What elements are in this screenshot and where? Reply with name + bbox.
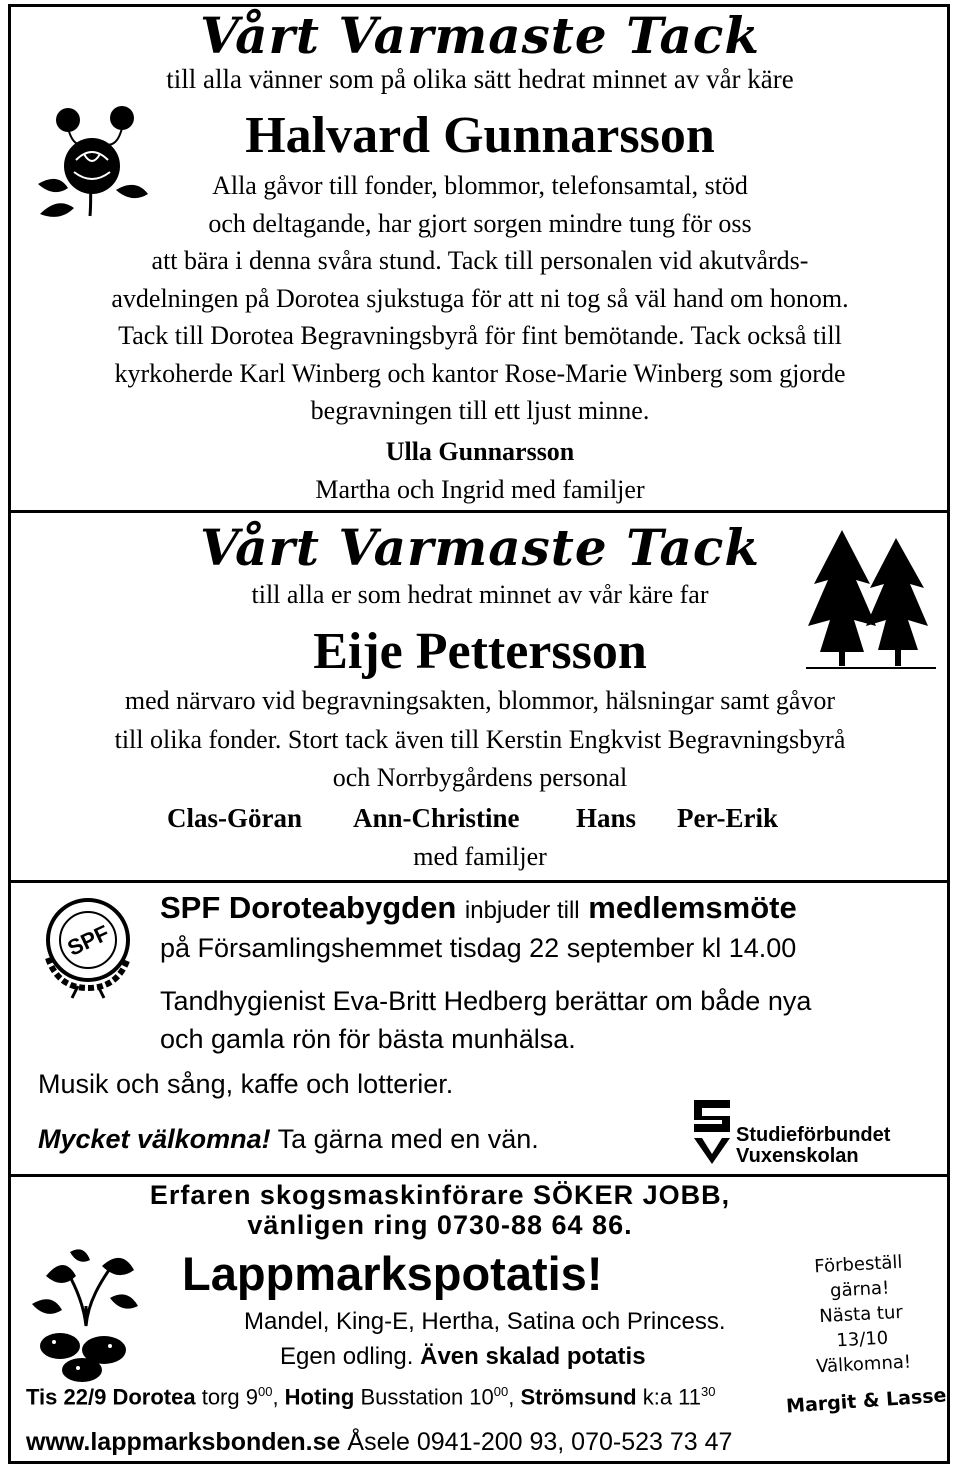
ad1-line: och deltagande, har gjort sorgen mindre tung för oss (208, 208, 752, 238)
spf-wreath-logo (32, 888, 144, 1000)
spf-event: medlemsmöte (588, 890, 797, 925)
spf-invites: inbjuder till (464, 897, 580, 924)
ad1-line: Alla gåvor till fonder, blommor, telefonsamtal, stöd (212, 171, 748, 200)
spf-line1: Tandhygienist Eva-Britt Hedberg berättar om både nya (160, 986, 812, 1016)
spf-invite-line (160, 890, 797, 926)
ad2-intro: till alla er som hedrat minnet av vår käre far (251, 580, 709, 609)
ad2-name: Eije Pettersson (313, 623, 647, 680)
spf-welcome: Mycket välkomna! (38, 1124, 271, 1154)
ad1-line: att bära i denna svåra stund. Tack till personalen vid akutvårds- (151, 246, 809, 275)
sched-place-2: Hoting (284, 1384, 355, 1410)
side-line: Välkomna! (815, 1351, 912, 1378)
potato-signature: Margit & Lasse (785, 1384, 948, 1418)
ad1-intro: till alla vänner som på olika sätt hedrat minnet av vår käre (166, 64, 794, 94)
sponsor-name (736, 1125, 890, 1167)
spf-welcome-line (38, 1124, 539, 1155)
spf-line2: och gamla rön för bästa munhälsa. (160, 1024, 576, 1054)
ad2-signer: Hans (576, 803, 637, 833)
ad1-signer: Ulla Gunnarsson (385, 437, 575, 466)
sched-place-3: Strömsund (520, 1384, 637, 1410)
job-line2: vänligen ring 0730-88 64 86. (247, 1210, 633, 1240)
sched-loc-2: Busstation 10 (360, 1384, 494, 1410)
potato-side-note (793, 1249, 929, 1381)
spf-logo-text: SPF (63, 920, 113, 961)
spf-place: på Församlingshemmet tisdag 22 september kl 14.00 (160, 933, 797, 963)
ad2-line: med närvaro vid begravningsakten, blommor, hälsningar samt gåvor (124, 686, 836, 715)
ad2-signers-sub: med familjer (413, 842, 547, 871)
ad2-body (0, 682, 960, 798)
ad1-signer-sub: Martha och Ingrid med familjer (315, 475, 645, 504)
sponsor-line2: Vuxenskolan (736, 1145, 859, 1167)
spf-line3: Musik och sång, kaffe och lotterier. (38, 1069, 454, 1099)
potato-contact (26, 1428, 732, 1457)
side-line: Nästa tur (818, 1301, 904, 1328)
spf-org: SPF Doroteabygden (160, 890, 457, 925)
potato-web[interactable]: www.lappmarksbonden.se (26, 1428, 341, 1456)
sv-logo (690, 1096, 738, 1166)
potato-peeled: Även skalad potatis (420, 1343, 646, 1370)
ad1-line: kyrkoherde Karl Winberg och kantor Rose-Marie Winberg som gjorde (114, 358, 846, 388)
sched-time-2: 00 (493, 1384, 509, 1399)
side-line: 13/10 (835, 1327, 889, 1352)
potato-plant-icon (26, 1246, 144, 1386)
ad1-body (0, 167, 960, 430)
ad2-signer: Clas-Göran (167, 803, 302, 833)
divider-1 (8, 510, 950, 513)
ad1-heading: Vårt Varmaste Tack (199, 6, 761, 65)
potato-varieties: Mandel, King-E, Hertha, Satina och Princess. (244, 1308, 726, 1335)
side-line: Förbeställ (813, 1251, 903, 1278)
side-line: gärna! (829, 1277, 890, 1302)
ad1-line: Tack till Dorotea Begravningsbyrå för fint bemötande. Tack också till (118, 321, 842, 350)
job-line1: Erfaren skogsmaskinförare SÖKER JOBB, (149, 1180, 731, 1210)
ad2-signer: Per-Erik (677, 803, 778, 833)
sched-place-1: Dorotea (112, 1384, 196, 1410)
sched-time-1: 00 (257, 1384, 273, 1399)
divider-2 (8, 880, 950, 883)
ad1-line: avdelningen på Dorotea sjukstuga för att ni tog så väl hand om honom. (111, 283, 849, 313)
potato-own-line (280, 1343, 646, 1371)
potato-schedule: Tis 22/9 Dorotea torg $9^{00}$, Hoting Busstation $10^{00}$, Strömsund k:a $11^{30}$ (26, 1384, 716, 1410)
potato-phone: Åsele 0941-200 93, 070-523 73 47 (347, 1428, 733, 1456)
sponsor-line1: Studieförbundet (736, 1124, 891, 1146)
ad2-line: till olika fonder. Stort tack även till Kerstin Engkvist Begravningsbyrå (114, 724, 846, 754)
potato-own: Egen odling. (280, 1343, 414, 1370)
divider-3 (8, 1174, 950, 1177)
potato-title: Lappmarkspotatis! (182, 1247, 603, 1300)
spf-bring: Ta gärna med en vän. (277, 1124, 539, 1154)
sched-day: Tis 22/9 (26, 1384, 107, 1410)
sched-loc-3: k:a 11 (642, 1384, 702, 1410)
ad1-name: Halvard Gunnarsson (245, 107, 715, 164)
ad2-signer: Ann-Christine (353, 803, 520, 833)
sched-time-3: 30 (701, 1384, 716, 1399)
ad1-line: begravningen till ett ljust minne. (310, 396, 650, 425)
ad2-heading: Vårt Varmaste Tack (199, 518, 761, 577)
sched-loc-1: torg 9 (201, 1384, 258, 1410)
ad2-line: och Norrbygårdens personal (332, 763, 628, 792)
